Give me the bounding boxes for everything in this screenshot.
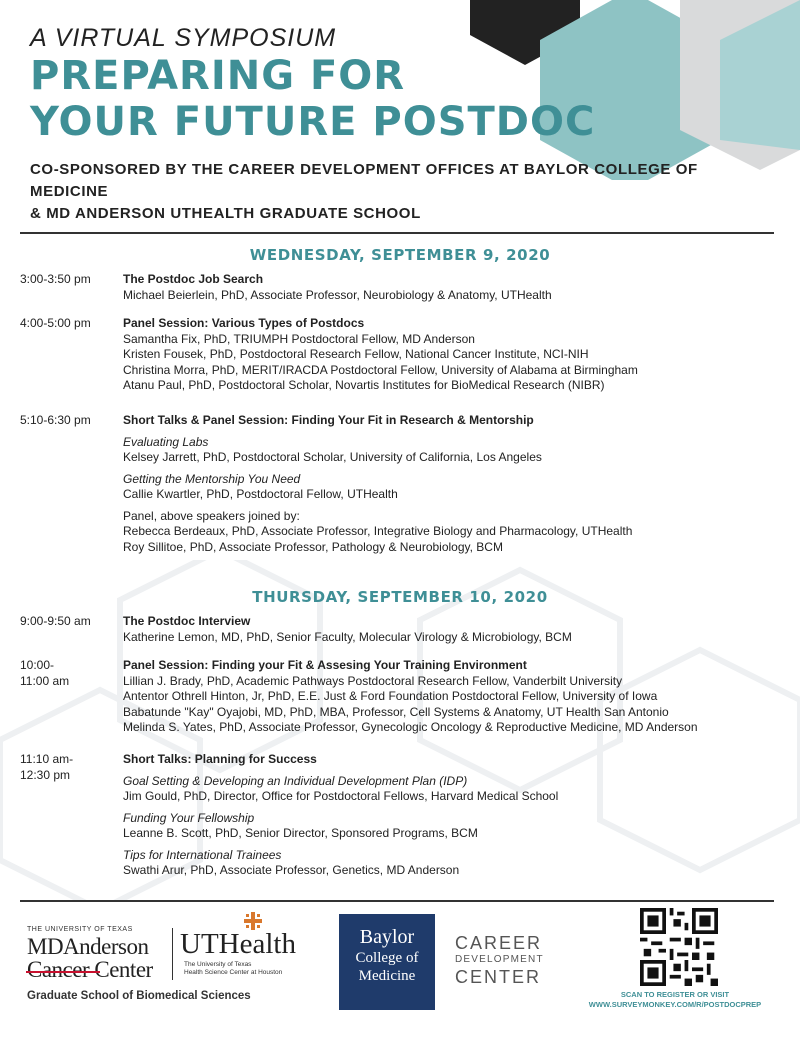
uthealth-sub-text (184, 961, 294, 977)
cdc-line-2: DEVELOPMENT (455, 954, 544, 965)
sponsor-line-1: CO-SPONSORED BY THE CAREER DEVELOPMENT OFFICES AT BAYLOR COLLEGE OF MEDICINE (30, 161, 698, 200)
panel-intro: Panel, above speakers joined by: (123, 508, 300, 523)
mda-university-label: THE UNIVERSITY OF TEXAS (27, 926, 133, 933)
speaker-line: Melinda S. Yates, PhD, Associate Professor, Gynecologic Oncology & Reproductive Medicine, MD Anderson (123, 720, 698, 734)
session-title: The Postdoc Interview (123, 614, 251, 628)
talk-title: Funding Your Fellowship (123, 810, 255, 825)
speaker-line: Swathi Arur, PhD, Associate Professor, Genetics, MD Anderson (123, 863, 460, 877)
session-time: 5:10-6:30 pm (20, 413, 91, 427)
session-title: Short Talks: Planning for Success (123, 752, 317, 766)
graduate-school-name: Graduate School of Biomedical Sciences (27, 990, 251, 1002)
cdc-line-1: CAREER (455, 933, 543, 953)
speaker-line: Atanu Paul, PhD, Postdoctoral Scholar, Novartis Institutes for BioMedical Research (NIBR) (123, 378, 605, 392)
session-time: 11:10 am- 12:30 pm (20, 752, 74, 782)
baylor-logo-line-2: College of (355, 950, 419, 966)
speaker-line: Babatunde "Kay" Oyajobi, MD, PhD, MBA, Professor, Cell Systems & Anatomy, UT Health San Antonio (123, 704, 669, 719)
cdc-line-3: CENTER (455, 967, 542, 987)
mda-strike-mark (26, 971, 100, 973)
session-time: 9:00-9:50 am (20, 614, 91, 628)
session-time: 10:00- 11:00 am (20, 658, 70, 688)
mda-logo-line-2: Cancer Center (27, 957, 153, 982)
talk-title: Evaluating Labs (123, 434, 209, 449)
speaker-line: Christina Morra, PhD, MERIT/IRACDA Postdoctoral Fellow, University of Alabama at Birmingham (123, 362, 638, 377)
session-time: 3:00-3:50 pm (20, 272, 91, 286)
speaker-line: Callie Kwartler, PhD, Postdoctoral Fellow, UTHealth (123, 487, 398, 501)
qr-caption-line-1: SCAN TO REGISTER OR VISIT (620, 990, 730, 999)
speaker-line: Antentor Othrell Hinton, Jr, PhD, E.E. Just & Ford Foundation Postdoctoral Fellow, University of Iowa (123, 689, 658, 703)
talk-title: Getting the Mentorship You Need (123, 471, 301, 486)
career-development-center-logo (455, 932, 544, 988)
speaker-line: Kelsey Jarrett, PhD, Postdoctoral Scholar, University of California, Los Angeles (123, 450, 542, 464)
baylor-logo-line-3: Medicine (358, 968, 416, 984)
session-time: 4:00-5:00 pm (20, 316, 91, 330)
baylor-logo (339, 914, 435, 1010)
talk-title: Tips for International Trainees (123, 847, 282, 862)
session-title: Panel Session: Various Types of Postdocs (123, 316, 365, 330)
mda-logo-line-1: MDAnderson (27, 934, 149, 959)
footer-logos (0, 900, 800, 1039)
speaker-line: Samantha Fix, PhD, TRIUMPH Postdoctoral Fellow, MD Anderson (123, 331, 475, 346)
header-divider (20, 232, 774, 234)
session-title: The Postdoc Job Search (123, 272, 264, 286)
session-title: Panel Session: Finding your Fit & Assesing Your Training Environment (123, 658, 527, 672)
uthealth-sub-line-1: The University of Texas (184, 961, 252, 968)
day-heading-wednesday: WEDNESDAY, SEPTEMBER 9, 2020 (249, 246, 551, 264)
speaker-line: Leanne B. Scott, PhD, Senior Director, Sponsored Programs, BCM (123, 826, 478, 840)
footer-divider (20, 900, 774, 902)
registration-url-link[interactable]: WWW.SURVEYMONKEY.COM/R/POSTDOCPREP (588, 1000, 762, 1009)
speaker-line: Lillian J. Brady, PhD, Academic Pathways Postdoctoral Research Fellow, Vanderbilt University (123, 673, 623, 688)
talk-title: Goal Setting & Developing an Individual Development Plan (IDP) (123, 773, 468, 788)
sponsor-line-2: & MD ANDERSON UTHEALTH GRADUATE SCHOOL (30, 205, 421, 222)
registration-qr-code[interactable] (640, 908, 718, 986)
baylor-logo-line-1: Baylor (359, 926, 415, 948)
session-title: Short Talks & Panel Session: Finding Your Fit in Research & Mentorship (123, 413, 534, 427)
uthealth-logo-text: UTHealth (180, 928, 296, 960)
day-heading-thursday: THURSDAY, SEPTEMBER 10, 2020 (252, 588, 548, 606)
event-title-line-1: PREPARING FOR (30, 53, 406, 99)
speaker-line: Katherine Lemon, MD, PhD, Senior Faculty, Molecular Virology & Microbiology, BCM (123, 629, 572, 644)
event-kicker: A VIRTUAL SYMPOSIUM (30, 24, 337, 52)
event-title-line-2: YOUR FUTURE POSTDOC (30, 99, 596, 145)
speaker-line: Jim Gould, PhD, Director, Office for Postdoctoral Fellows, Harvard Medical School (123, 789, 559, 803)
header (30, 24, 750, 225)
speaker-line: Roy Sillitoe, PhD, Associate Professor, Pathology & Neurobiology, BCM (123, 539, 503, 554)
speaker-line: Michael Beierlein, PhD, Associate Professor, Neurobiology & Anatomy, UTHealth (123, 287, 552, 302)
speaker-line: Kristen Fousek, PhD, Postdoctoral Research Fellow, National Cancer Institute, NCI-NIH (123, 347, 589, 361)
logo-divider (172, 928, 173, 980)
uthealth-sub-line-2: Health Science Center at Houston (184, 969, 283, 976)
speaker-line: Rebecca Berdeaux, PhD, Associate Professor, Integrative Biology and Pharmacology, UTHealth (123, 524, 633, 538)
